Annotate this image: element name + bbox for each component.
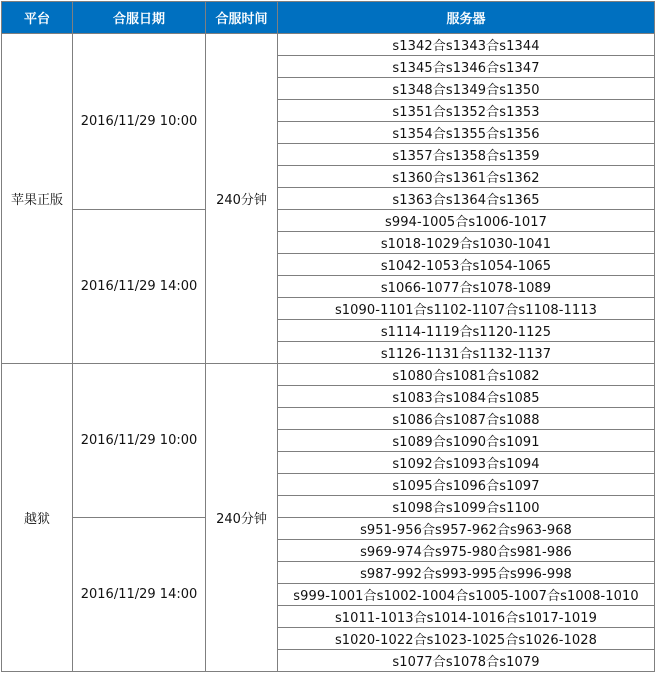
server-cell: s1114-1119合s1120-1125 <box>278 320 655 342</box>
server-cell: s1077合s1078合s1079 <box>278 650 655 672</box>
server-cell: s1348合s1349合s1350 <box>278 78 655 100</box>
server-cell: s1080合s1081合s1082 <box>278 364 655 386</box>
server-cell: s1092合s1093合s1094 <box>278 452 655 474</box>
server-cell: s1342合s1343合s1344 <box>278 34 655 56</box>
merge-duration-cell: 240分钟 <box>206 34 278 364</box>
server-cell: s1098合s1099合s1100 <box>278 496 655 518</box>
merge-date-cell: 2016/11/29 14:00 <box>73 518 206 672</box>
server-cell: s1363合s1364合s1365 <box>278 188 655 210</box>
platform-cell: 苹果正版 <box>2 34 73 364</box>
server-cell: s951-956合s957-962合s963-968 <box>278 518 655 540</box>
table-row <box>2 34 655 56</box>
platform-cell: 越狱 <box>2 364 73 672</box>
table-row <box>2 210 655 232</box>
server-cell: s999-1001合s1002-1004合s1005-1007合s1008-1010 <box>278 584 655 606</box>
server-cell: s1090-1101合s1102-1107合s1108-1113 <box>278 298 655 320</box>
server-cell: s1020-1022合s1023-1025合s1026-1028 <box>278 628 655 650</box>
header-row <box>2 2 655 34</box>
table-body <box>2 34 655 672</box>
table-row <box>2 518 655 540</box>
server-cell: s1011-1013合s1014-1016合s1017-1019 <box>278 606 655 628</box>
server-cell: s1086合s1087合s1088 <box>278 408 655 430</box>
server-cell: s969-974合s975-980合s981-986 <box>278 540 655 562</box>
server-cell: s1351合s1352合s1353 <box>278 100 655 122</box>
server-cell: s1345合s1346合s1347 <box>278 56 655 78</box>
table-header <box>2 2 655 34</box>
server-cell: s1083合s1084合s1085 <box>278 386 655 408</box>
server-cell: s1089合s1090合s1091 <box>278 430 655 452</box>
server-cell: s987-992合s993-995合s996-998 <box>278 562 655 584</box>
header-date: 合服日期 <box>73 2 206 34</box>
table-row <box>2 364 655 386</box>
header-duration: 合服时间 <box>206 2 278 34</box>
merge-date-cell: 2016/11/29 10:00 <box>73 34 206 210</box>
merge-date-cell: 2016/11/29 14:00 <box>73 210 206 364</box>
merge-duration-cell: 240分钟 <box>206 364 278 672</box>
server-cell: s994-1005合s1006-1017 <box>278 210 655 232</box>
server-cell: s1018-1029合s1030-1041 <box>278 232 655 254</box>
server-cell: s1354合s1355合s1356 <box>278 122 655 144</box>
header-platform: 平台 <box>2 2 73 34</box>
server-cell: s1095合s1096合s1097 <box>278 474 655 496</box>
server-cell: s1042-1053合s1054-1065 <box>278 254 655 276</box>
server-cell: s1360合s1361合s1362 <box>278 166 655 188</box>
server-cell: s1357合s1358合s1359 <box>278 144 655 166</box>
merge-date-cell: 2016/11/29 10:00 <box>73 364 206 518</box>
header-servers: 服务器 <box>278 2 655 34</box>
server-cell: s1126-1131合s1132-1137 <box>278 342 655 364</box>
server-merge-table <box>1 1 655 672</box>
server-cell: s1066-1077合s1078-1089 <box>278 276 655 298</box>
